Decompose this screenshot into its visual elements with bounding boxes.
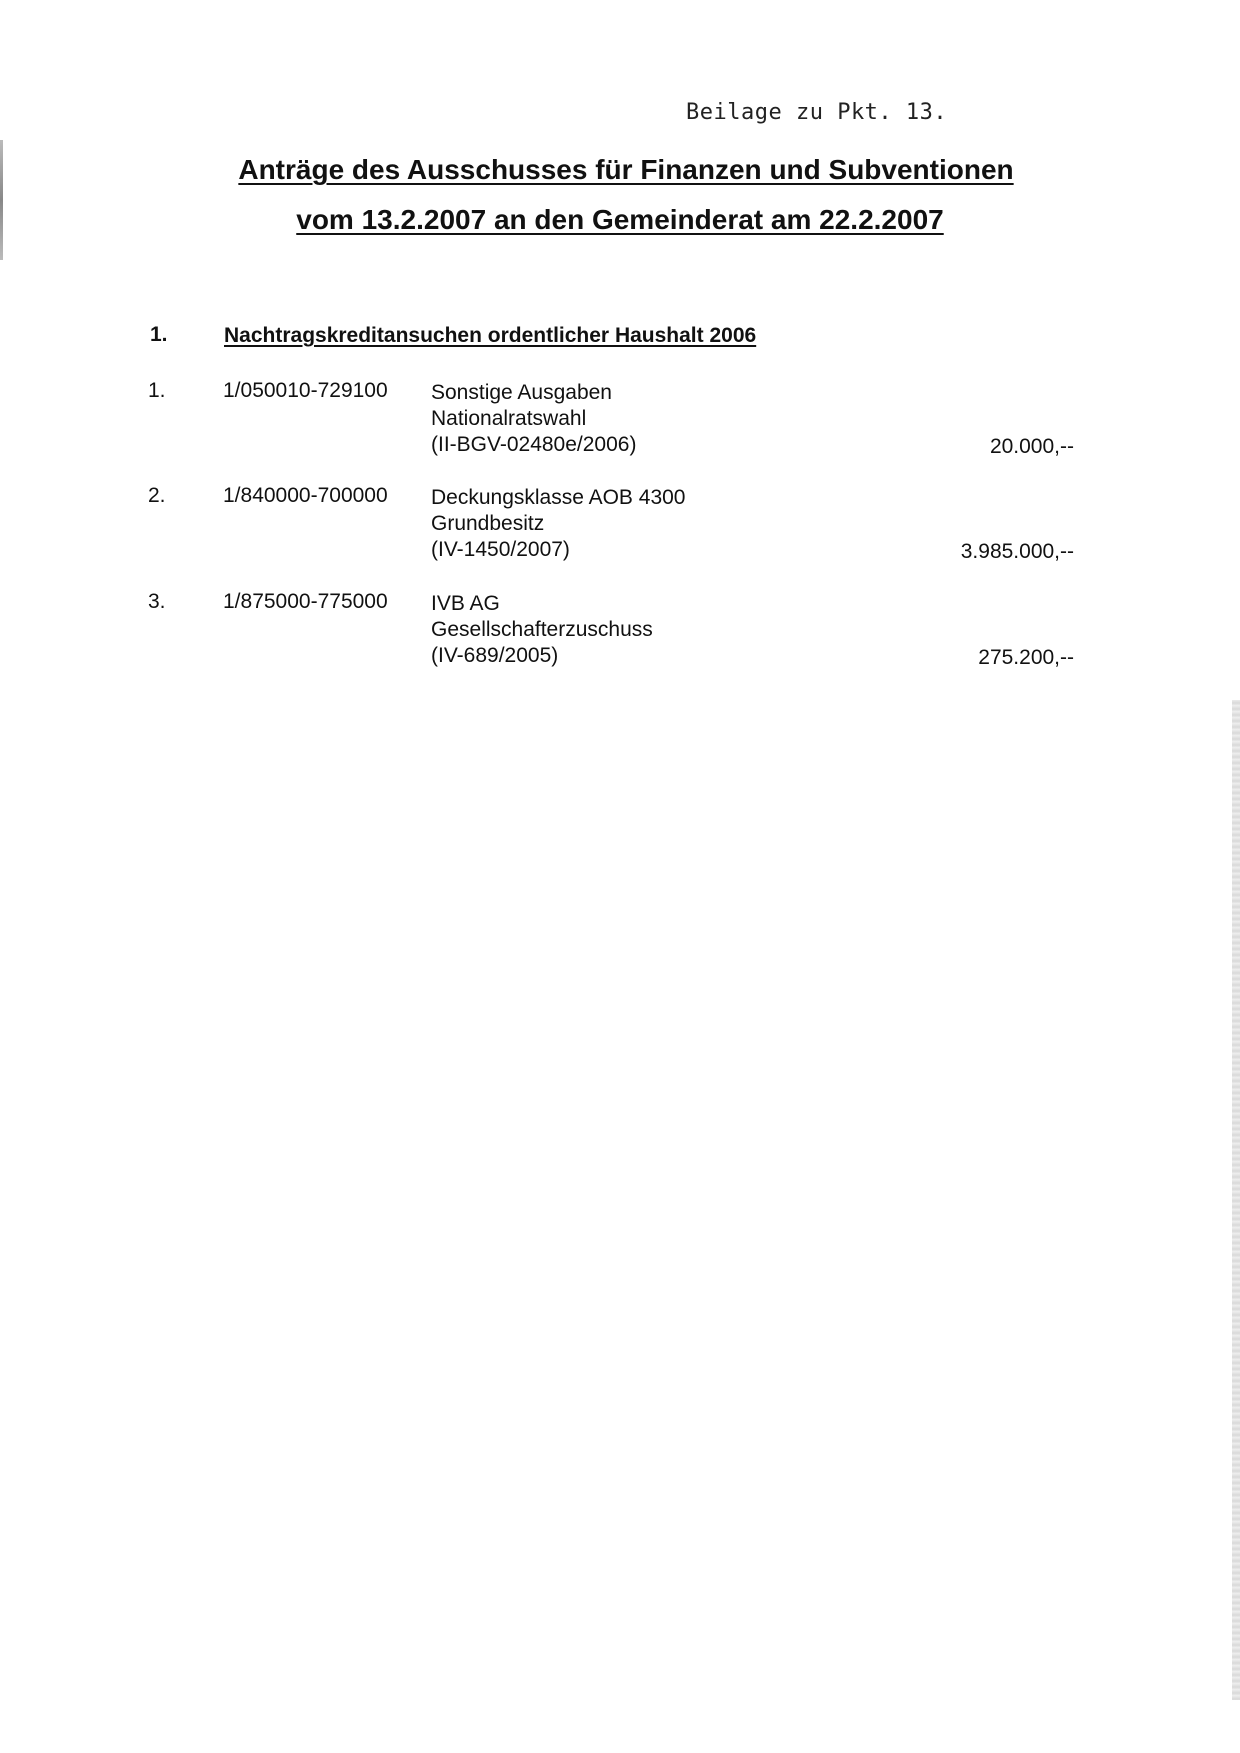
title-text: vom 13.2.2007 an den Gemeinderat am 22.2.2007 xyxy=(296,204,944,235)
document-title-line-1 xyxy=(0,154,1240,186)
item-description-line: Grundbesitz xyxy=(431,512,545,535)
item-description-line: IVB AG xyxy=(431,592,500,615)
item-description-line: (II-BGV-02480e/2006) xyxy=(431,433,637,456)
item-description xyxy=(431,485,685,563)
item-amount: 275.200,-- xyxy=(978,646,1074,669)
item-description-line: (IV-689/2005) xyxy=(431,644,559,667)
item-number: 1. xyxy=(148,379,166,402)
item-description-line: Nationalratswahl xyxy=(431,407,587,430)
item-amount: 3.985.000,-- xyxy=(960,540,1074,563)
item-account: 1/875000-775000 xyxy=(223,590,388,613)
attachment-note: Beilage zu Pkt. 13. xyxy=(686,100,948,125)
item-description xyxy=(431,591,653,669)
item-amount: 20.000,-- xyxy=(989,435,1074,458)
scan-edge-artifact xyxy=(1232,700,1240,1700)
item-description-line: Gesellschafterzuschuss xyxy=(431,618,653,641)
document-title-line-2 xyxy=(0,204,1240,236)
item-account: 1/840000-700000 xyxy=(223,484,388,507)
list-item xyxy=(0,483,1240,573)
list-item xyxy=(0,378,1240,468)
item-number: 2. xyxy=(148,484,166,507)
section-heading: Nachtragskreditansuchen ordentlicher Haushalt 2006 xyxy=(224,324,757,347)
item-description xyxy=(431,380,636,458)
item-description-line: Deckungsklasse AOB 4300 xyxy=(431,486,686,509)
title-text: Anträge des Ausschusses für Finanzen und Subventionen xyxy=(238,154,1014,185)
item-account: 1/050010-729100 xyxy=(223,379,388,402)
item-number: 3. xyxy=(148,590,166,613)
section-number: 1. xyxy=(150,323,168,346)
item-description-line: Sonstige Ausgaben xyxy=(431,381,612,404)
list-item xyxy=(0,589,1240,679)
item-description-line: (IV-1450/2007) xyxy=(431,538,570,561)
